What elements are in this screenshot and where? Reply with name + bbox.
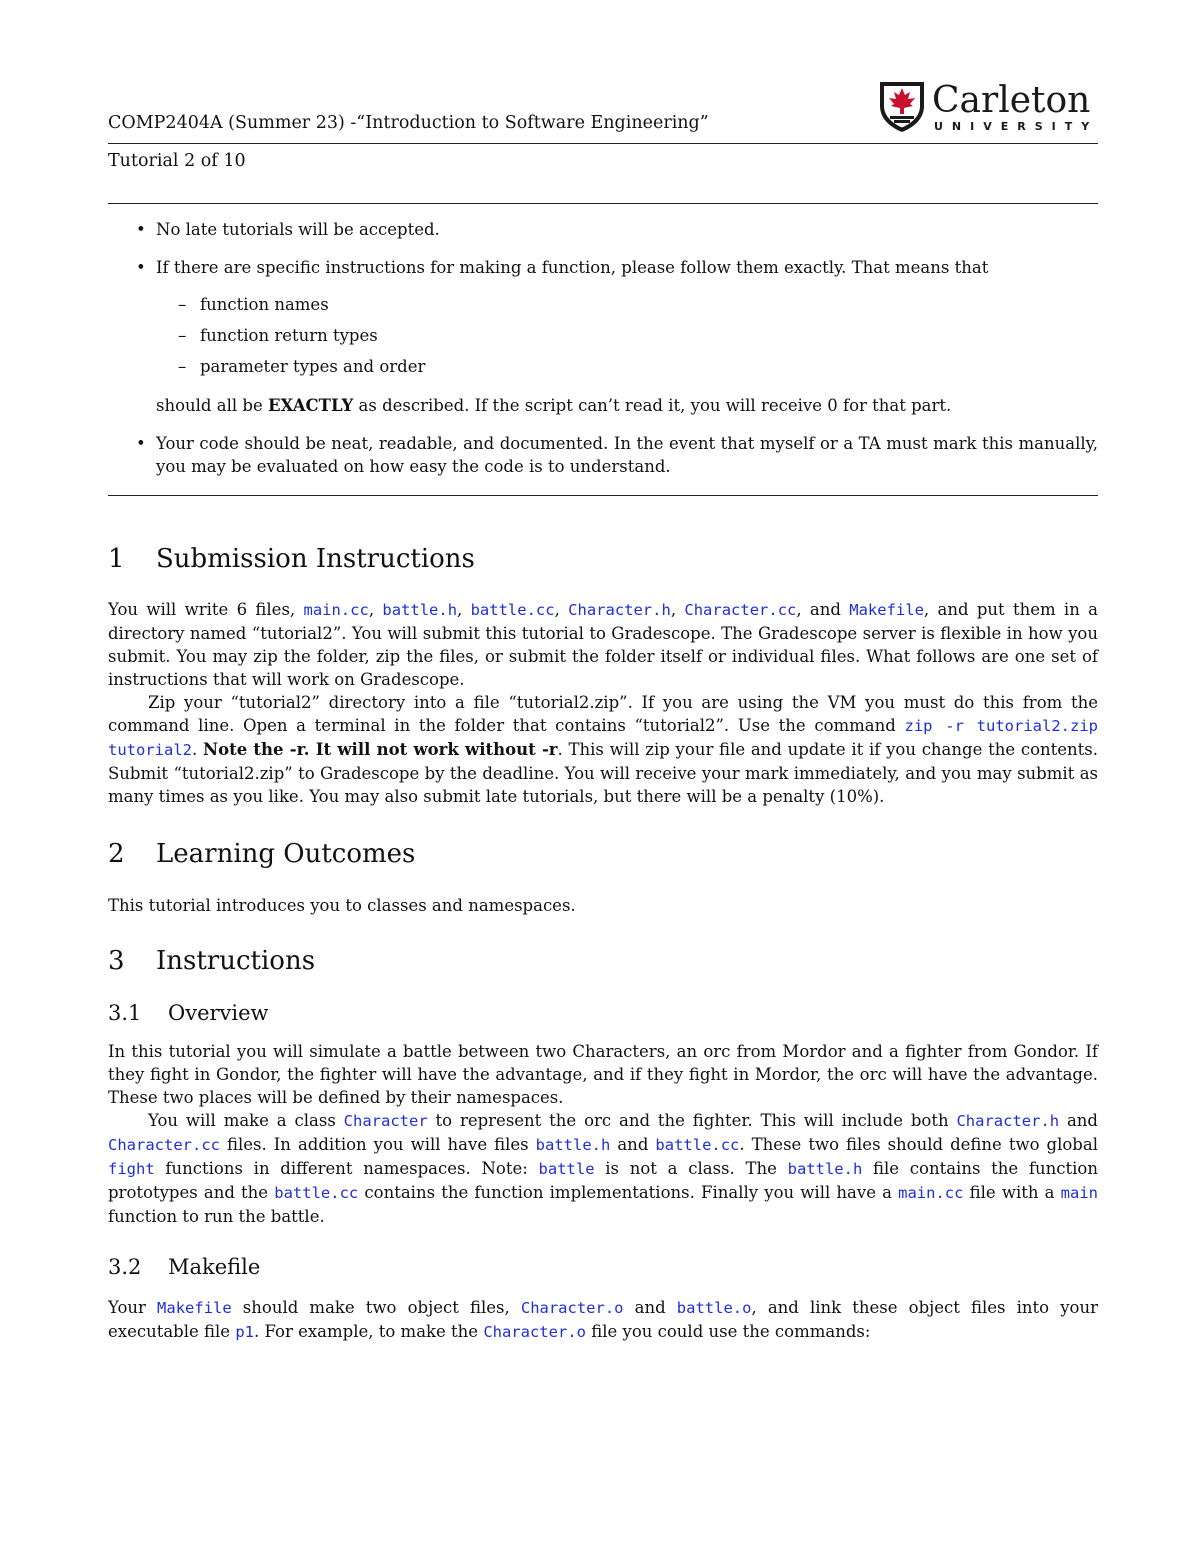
subsection-heading-3-2: 3.2 Makefile [108, 1255, 261, 1279]
svg-text:UNIVERSITY: UNIVERSITY [934, 120, 1098, 133]
section-heading-3: 3 Instructions [108, 946, 316, 976]
intro-bullet-list [108, 218, 1098, 493]
file-link: battle.h [382, 601, 458, 619]
list-item: – function names [156, 293, 1098, 316]
section-heading-2: 2 Learning Outcomes [108, 839, 416, 869]
overview-paragraph: In this tutorial you will simulate a battle between two Characters, an orc from Mordor and a fighter from Gondor. If they fight in Gondor, the fighter will have the advantage, and if they fight in Mordor, the orc will have the advantage. These two places will be defined by their namespaces. You will make a class Character to represent the orc and the fighter. This will include both Character.h and Character.cc files. In addition you will have files battle.h and battle.cc. These two files should define two global fight functions in different namespaces. Note: battle is not a class. The battle.h file contains the function prototypes and the battle.cc contains the function implementations. Finally you will have a main.cc file with a main function to run the battle. [108, 1042, 1098, 1226]
divider-top [108, 203, 1098, 204]
header-rule [108, 143, 1098, 144]
list-item: – parameter types and order [156, 355, 1098, 378]
shield-icon [880, 82, 924, 132]
subsection-heading-3-1: 3.1 Overview [108, 1001, 269, 1025]
divider-bottom [108, 495, 1098, 496]
submission-paragraph: You will write 6 files, main.cc, battle.h, battle.cc, Character.h, Character.cc, and Makefile, and put them in a directory named “tutorial2”. You will submit this tutorial to Gradescope. The Gradescope server is flexible in how you submit. You may zip the folder, zip the files, or submit the folder itself or individual files. What follows are one set of instructions that will work on Gradescope. Zip your “tutorial2” directory into a file “tutorial2.zip”. If you are using the VM you must do this from the command line. Open a terminal in the folder that contains “tutorial2”. Use the command zip -r tutorial2.zip tutorial2. Note the -r. It will not work without -r. This will zip your file and update it if you change the contents. Submit “tutorial2.zip” to Gradescope by the deadline. You will receive your mark immediately, and you may submit as many times as you like. You may also submit late tutorials, but there will be a penalty (10%). [108, 600, 1099, 806]
file-link: Character.cc [684, 601, 797, 619]
file-link: battle.cc [470, 601, 555, 619]
section-heading-1: 1 Submission Instructions [108, 544, 475, 574]
svg-text:Carleton: Carleton [932, 80, 1091, 121]
makefile-paragraph: Your Makefile should make two object files, Character.o and battle.o, and link these object files into your executable file p1. For example, to make the Character.o file you could use the commands: [108, 1298, 1099, 1341]
file-link: main.cc [303, 601, 369, 619]
list-item: • If there are specific instructions for making a function, please follow them exactly. That means that – function names – function return types – parameter types and order [108, 256, 1098, 378]
tutorial-number: Tutorial 2 of 10 [108, 151, 246, 171]
file-link: Makefile [849, 601, 924, 619]
list-item: • No late tutorials will be accepted. [108, 218, 1098, 241]
carleton-university-logo [878, 78, 1098, 134]
exactly-note: should all be EXACTLY as described. If the script can’t read it, you will receive 0 for that part. [156, 396, 952, 415]
course-title: COMP2404A (Summer 23) -“Introduction to Software Engineering” [108, 113, 709, 133]
list-item: • Your code should be neat, readable, and documented. In the event that myself or a TA must mark this manually, you may be evaluated on how easy the code is to understand. [108, 432, 1098, 478]
learning-outcomes-paragraph: This tutorial introduces you to classes and namespaces. [108, 896, 576, 915]
list-item: – function return types [156, 324, 1098, 347]
file-link: Character.h [568, 601, 671, 619]
zip-command: zip -r tutorial2.zip tutorial2 [108, 717, 1098, 759]
